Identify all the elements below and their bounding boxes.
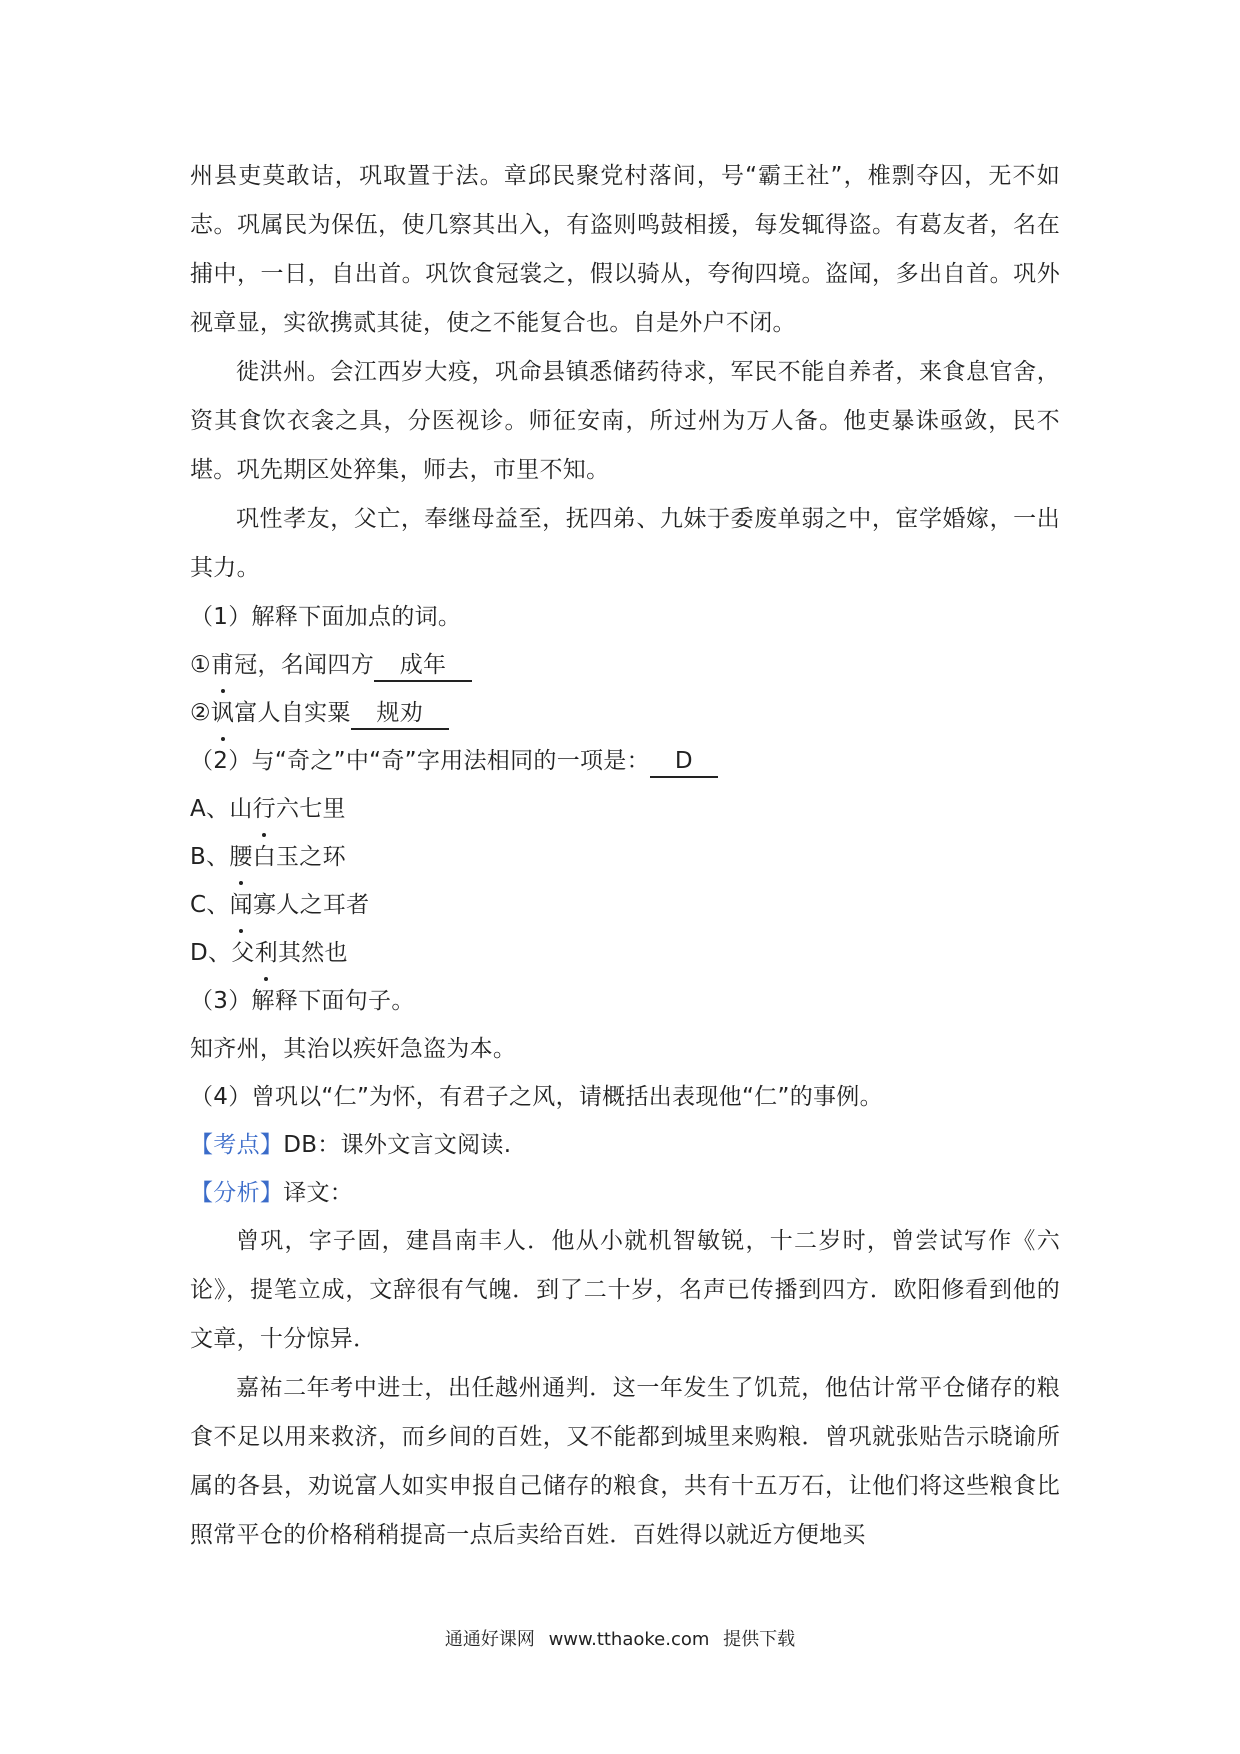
kaodian-line bbox=[190, 1121, 1060, 1169]
question-4-prompt: （4）曾巩以“仁”为怀，有君子之风，请概括出表现他“仁”的事例。 bbox=[190, 1084, 883, 1110]
kaodian-text: DB：课外文言文阅读. bbox=[283, 1132, 512, 1158]
option-text: 寡人之耳者 bbox=[252, 892, 370, 918]
option-text: 六七里 bbox=[275, 796, 346, 822]
passage-paragraph-1: 州县吏莫敢诘，巩取置于法。章邱民聚党村落间，号“霸王社”，椎剽夺囚，无不如志。巩属民为保伍，使几察其出入，有盗则鸣鼓相援，每发辄得盗。有葛友者，名在捕中，一日，自出首。巩饮食冠裳之，假以骑从，夸徇四境。盗闻，多出自首。巩外视章显，实欲携贰其徒，使之不能复合也。自是外户不闭。 bbox=[190, 163, 1060, 336]
option-prefix: D、父 bbox=[190, 940, 255, 966]
document-body bbox=[190, 152, 1060, 1560]
dotted-character: 讽 bbox=[211, 689, 234, 737]
kaodian-tag: 【考点】 bbox=[190, 1132, 284, 1158]
fenxi-tag: 【分析】 bbox=[190, 1180, 284, 1206]
fenxi-text: 译文： bbox=[283, 1180, 354, 1206]
fenxi-line bbox=[190, 1169, 1060, 1217]
option-text: 其然也 bbox=[277, 940, 348, 966]
footer-site-name: 通通好课网 bbox=[444, 1629, 535, 1650]
question-3-sentence: 知齐州，其治以疾奸急盗为本。 bbox=[190, 1036, 517, 1062]
item-text: 冠，名闻四方 bbox=[234, 652, 375, 678]
item-number: ② bbox=[190, 700, 211, 726]
option-b bbox=[190, 833, 1060, 881]
option-prefix: C、 bbox=[190, 892, 230, 918]
option-text: 白玉之环 bbox=[252, 844, 346, 870]
question-2-prompt bbox=[190, 737, 1060, 785]
question-1-item-1 bbox=[190, 641, 1060, 689]
translation-paragraph-1: 曾巩，字子固，建昌南丰人．他从小就机智敏锐，十二岁时，曾尝试写作《六论》，提笔立成，文辞很有气魄．到了二十岁，名声已传播到四方．欧阳修看到他的文章，十分惊异． bbox=[190, 1228, 1060, 1352]
dotted-character: 行 bbox=[253, 785, 276, 833]
item-text: 富人自实粟 bbox=[234, 700, 351, 726]
dotted-character: 利 bbox=[255, 929, 278, 977]
option-d bbox=[190, 929, 1060, 977]
question-3-prompt: （3）解释下面句子。 bbox=[190, 988, 415, 1014]
answer-blank: D bbox=[650, 746, 718, 778]
option-prefix: A、山 bbox=[190, 796, 253, 822]
footer-suffix: 提供下载 bbox=[723, 1629, 796, 1650]
question-text: （2）与“奇之”中“奇”字用法相同的一项是： bbox=[190, 748, 650, 774]
passage-paragraph-2: 徙洪州。会江西岁大疫，巩命县镇悉储药待求，军民不能自养者，来食息官舍，资其食饮衣衾之具，分医视诊。师征安南，所过州为万人备。他吏暴诛亟敛，民不堪。巩先期区处猝集，师去，市里不知。 bbox=[190, 359, 1060, 483]
item-number: ① bbox=[190, 652, 211, 678]
dotted-character: 闻 bbox=[230, 881, 253, 929]
translation-paragraph-2: 嘉祐二年考中进士，出任越州通判．这一年发生了饥荒，他估计常平仓储存的粮食不足以用来救济，而乡间的百姓，又不能都到城里来购粮．曾巩就张贴告示晓谕所属的各县，劝说富人如实申报自己储存的粮食，共有十五万石，让他们将这些粮食比照常平仓的价格稍稍提高一点后卖给百姓．百姓得以就近方便地买 bbox=[190, 1375, 1060, 1548]
option-prefix: B、 bbox=[190, 844, 230, 870]
question-1-item-2 bbox=[190, 689, 1060, 737]
answer-blank: 规劝 bbox=[351, 698, 449, 730]
option-c bbox=[190, 881, 1060, 929]
question-1-prompt: （1）解释下面加点的词。 bbox=[190, 604, 462, 630]
footer-url[interactable]: www.tthaoke.com bbox=[548, 1629, 710, 1650]
option-a bbox=[190, 785, 1060, 833]
dotted-character: 腰 bbox=[229, 833, 252, 881]
answer-blank: 成年 bbox=[374, 650, 472, 682]
dotted-character: 甫 bbox=[211, 641, 234, 689]
page-footer bbox=[0, 1625, 1240, 1651]
passage-paragraph-3: 巩性孝友，父亡，奉继母益至，抚四弟、九妹于委废单弱之中，宦学婚嫁，一出其力。 bbox=[190, 506, 1060, 581]
